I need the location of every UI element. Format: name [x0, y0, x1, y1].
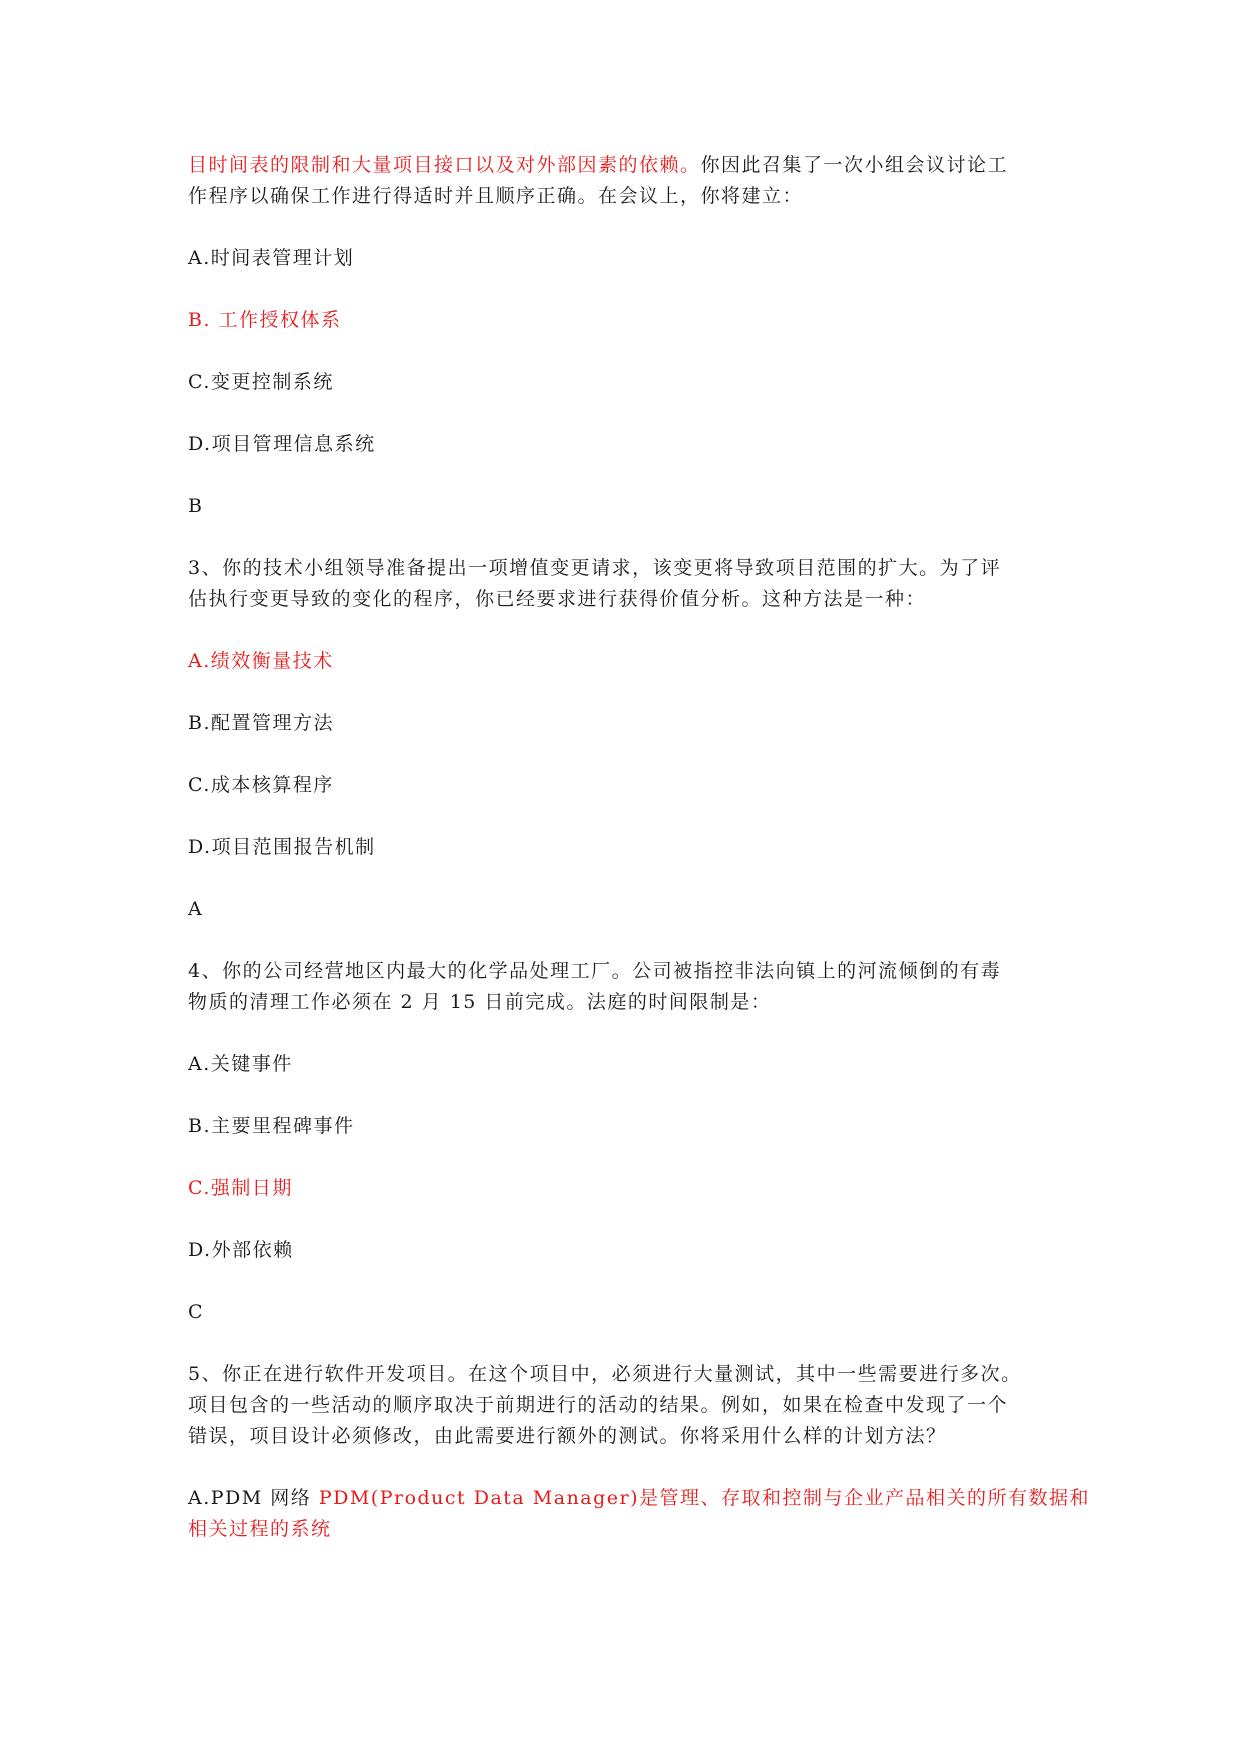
question-3-option-c: C.成本核算程序 [188, 774, 334, 796]
question-5-text [188, 1359, 1058, 1452]
question-2-option-d: D.项目管理信息系统 [188, 433, 376, 455]
question-4-option-b: B.主要里程碑事件 [188, 1115, 355, 1137]
question-5-option-a-note: PDM(Product Data Manager)是管理、存取和控制与企业产品相关的所有数据和 [318, 1487, 1091, 1509]
question-3-line-2: 估执行变更导致的变化的程序，你已经要求进行获得价值分析。这种方法是一种： [188, 588, 927, 610]
question-3-option-b: B.配置管理方法 [188, 712, 335, 734]
question-2-line-2: 作程序以确保工作进行得适时并且顺序正确。在会议上，你将建立： [188, 185, 804, 207]
question-2-text [188, 150, 1058, 212]
question-5-line-2: 项目包含的一些活动的顺序取决于前期进行的活动的结果。例如，如果在检查中发现了一个 [188, 1394, 1009, 1416]
question-4-option-a: A.关键事件 [188, 1053, 293, 1075]
question-5-line-1: 5、你正在进行软件开发项目。在这个项目中，必须进行大量测试，其中一些需要进行多次。 [188, 1363, 1022, 1385]
question-5-option-a [188, 1483, 1091, 1545]
question-2-option-b: B. 工作授权体系 [188, 309, 342, 331]
question-2-highlight: 目时间表的限制和大量项目接口以及对外部因素的依赖。 [188, 154, 701, 176]
question-3-text [188, 553, 1058, 615]
question-4-line-2: 物质的清理工作必须在 2 月 15 日前完成。法庭的时间限制是： [188, 991, 772, 1013]
question-4-text [188, 956, 1058, 1018]
question-3-answer: A [188, 898, 204, 920]
question-2-option-a: A.时间表管理计划 [188, 247, 355, 269]
document-page [188, 150, 1091, 1545]
question-4-line-1: 4、你的公司经营地区内最大的化学品处理工厂。公司被指控非法向镇上的河流倾倒的有毒 [188, 960, 1002, 982]
question-2-text-part: 你因此召集了一次小组会议讨论工 [700, 154, 1009, 176]
question-3-line-1: 3、你的技术小组领导准备提出一项增值变更请求，该变更将导致项目范围的扩大。为了评 [188, 557, 1002, 579]
question-3-option-a: A.绩效衡量技术 [188, 650, 334, 672]
question-5-option-a-prefix: A.PDM 网络 [188, 1487, 319, 1509]
question-3-option-d: D.项目范围报告机制 [188, 836, 376, 858]
question-4-answer: C [188, 1301, 205, 1323]
question-4-option-c: C.强制日期 [188, 1177, 293, 1199]
question-2-option-c: C.变更控制系统 [188, 371, 334, 393]
question-4-option-d: D.外部依赖 [188, 1239, 294, 1261]
question-5-option-a-note-line-2: 相关过程的系统 [188, 1518, 332, 1540]
question-2-answer: B [188, 495, 204, 517]
question-5-line-3: 错误，项目设计必须修改，由此需要进行额外的测试。你将采用什么样的计划方法？ [188, 1425, 947, 1447]
